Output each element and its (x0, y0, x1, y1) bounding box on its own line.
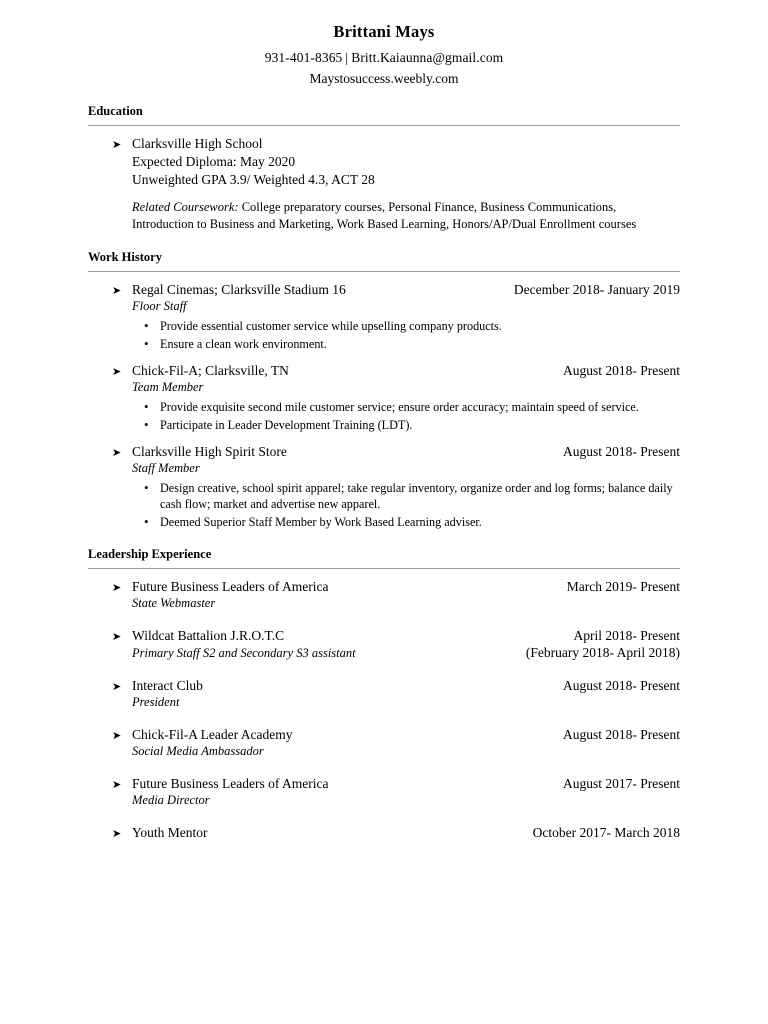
section-divider (88, 271, 680, 272)
organization-name: Interact Club (132, 678, 203, 694)
arrow-bullet-icon: ➤ (112, 631, 122, 644)
entry-header (112, 825, 680, 841)
arrow-bullet-icon: ➤ (112, 828, 122, 841)
list-item: • Provide exquisite second mile customer service; ensure order accuracy; maintain speed of service. (160, 399, 680, 415)
activity-dates: August 2018- Present (563, 727, 680, 743)
section-heading-leadership: Leadership Experience (88, 547, 212, 562)
website-link[interactable]: Maystosuccess.weebly.com (309, 71, 459, 86)
leadership-entries (88, 579, 680, 841)
role-title: State Webmaster (132, 596, 216, 611)
list-item: • Provide essential customer service while upselling company products. (160, 318, 680, 334)
section-work-history (88, 250, 680, 531)
education-detail-gpa: Unweighted GPA 3.9/ Weighted 4.3, ACT 28 (132, 172, 375, 187)
employer-name: Clarksville High Spirit Store (132, 444, 287, 460)
arrow-bullet-icon: ➤ (112, 779, 122, 792)
entry-header (112, 136, 680, 152)
email-address[interactable]: Britt.Kaiaunna@gmail.com (351, 50, 504, 65)
section-divider (88, 125, 680, 126)
work-entry (112, 282, 680, 352)
coursework-text: College preparatory courses, Personal Finance, Business Communications, Introduction to Business and Marketing, Work Based Learning, Honors/AP/Dual Enrollment courses (132, 200, 637, 231)
education-detail-diploma: Expected Diploma: May 2020 (132, 154, 296, 169)
leadership-entry (112, 825, 680, 841)
employment-dates: August 2018- Present (563, 444, 680, 460)
arrow-bullet-icon: ➤ (112, 284, 122, 297)
arrow-bullet-icon: ➤ (112, 139, 122, 151)
entry-header (112, 363, 680, 379)
job-title: Staff Member (132, 461, 200, 476)
entry-header (112, 628, 680, 644)
leadership-entry (112, 628, 680, 661)
organization-name: Wildcat Battalion J.R.O.T.C (132, 628, 285, 644)
entry-header (112, 678, 680, 694)
section-heading-education: Education (88, 104, 143, 118)
work-entry (112, 363, 680, 433)
school-name: Clarksville High School (132, 136, 263, 151)
leadership-entry (112, 678, 680, 710)
responsibility-list (112, 399, 680, 433)
organization-name: Future Business Leaders of America (132, 579, 329, 595)
activity-dates: August 2017- Present (563, 776, 680, 792)
arrow-bullet-icon: ➤ (112, 730, 122, 743)
entry-header (112, 727, 680, 743)
job-title: Team Member (132, 379, 204, 394)
role-title: President (132, 695, 180, 710)
section-leadership-experience (88, 547, 680, 841)
activity-dates: April 2018- Present (573, 628, 680, 644)
organization-name: Youth Mentor (132, 825, 208, 841)
responsibility-list (112, 480, 680, 530)
employment-dates: August 2018- Present (563, 362, 680, 378)
employer-name: Regal Cinemas; Clarksville Stadium 16 (132, 281, 346, 297)
arrow-bullet-icon: ➤ (112, 582, 122, 595)
arrow-bullet-icon: ➤ (112, 681, 122, 694)
role-title: Social Media Ambassador (132, 744, 264, 759)
activity-dates: March 2019- Present (566, 579, 680, 595)
role-row (112, 695, 680, 710)
role-row (112, 744, 680, 759)
leadership-entry (112, 579, 680, 611)
list-item: • Ensure a clean work environment. (160, 336, 680, 352)
role-title: Primary Staff S2 and Secondary S3 assistant (132, 646, 356, 661)
job-title: Floor Staff (132, 298, 187, 313)
arrow-bullet-icon: ➤ (112, 447, 122, 460)
leadership-entry (112, 776, 680, 808)
page-title: Brittani Mays (333, 22, 435, 41)
section-divider (88, 568, 680, 569)
employer-name: Chick-Fil-A; Clarksville, TN (132, 362, 289, 378)
employment-dates: December 2018- January 2019 (513, 281, 680, 297)
education-entries (88, 136, 680, 233)
role-row (112, 793, 680, 808)
role-row (112, 596, 680, 611)
entry-header (112, 776, 680, 792)
organization-name: Chick-Fil-A Leader Academy (132, 727, 293, 743)
organization-name: Future Business Leaders of America (132, 776, 329, 792)
entry-header (112, 282, 680, 298)
contact-separator: | (345, 50, 349, 65)
role-title: Media Director (132, 793, 210, 808)
role-row (112, 645, 680, 661)
list-item: • Design creative, school spirit apparel; take regular inventory, organize order and log forms; balance daily cash flow; market and advertise new apparel. (160, 480, 680, 512)
coursework-label: Related Coursework: (132, 200, 239, 214)
resume-header (88, 22, 680, 87)
work-history-entries (88, 282, 680, 531)
work-entry (112, 444, 680, 530)
education-entry (112, 136, 680, 233)
leadership-entry (112, 727, 680, 759)
section-education (88, 104, 680, 233)
role-secondary-dates: (February 2018- April 2018) (525, 645, 680, 661)
related-coursework (112, 199, 680, 233)
contact-line (88, 50, 680, 66)
responsibility-list (112, 318, 680, 352)
section-heading-work-history: Work History (88, 249, 162, 264)
arrow-bullet-icon: ➤ (112, 365, 122, 378)
activity-dates: August 2018- Present (563, 678, 680, 694)
phone-number: 931-401-8365 (264, 50, 343, 65)
list-item: • Deemed Superior Staff Member by Work Based Learning adviser. (160, 514, 680, 530)
list-item: • Participate in Leader Development Training (LDT). (160, 417, 680, 433)
entry-header (112, 579, 680, 595)
activity-dates: October 2017- March 2018 (532, 825, 680, 841)
entry-header (112, 444, 680, 460)
